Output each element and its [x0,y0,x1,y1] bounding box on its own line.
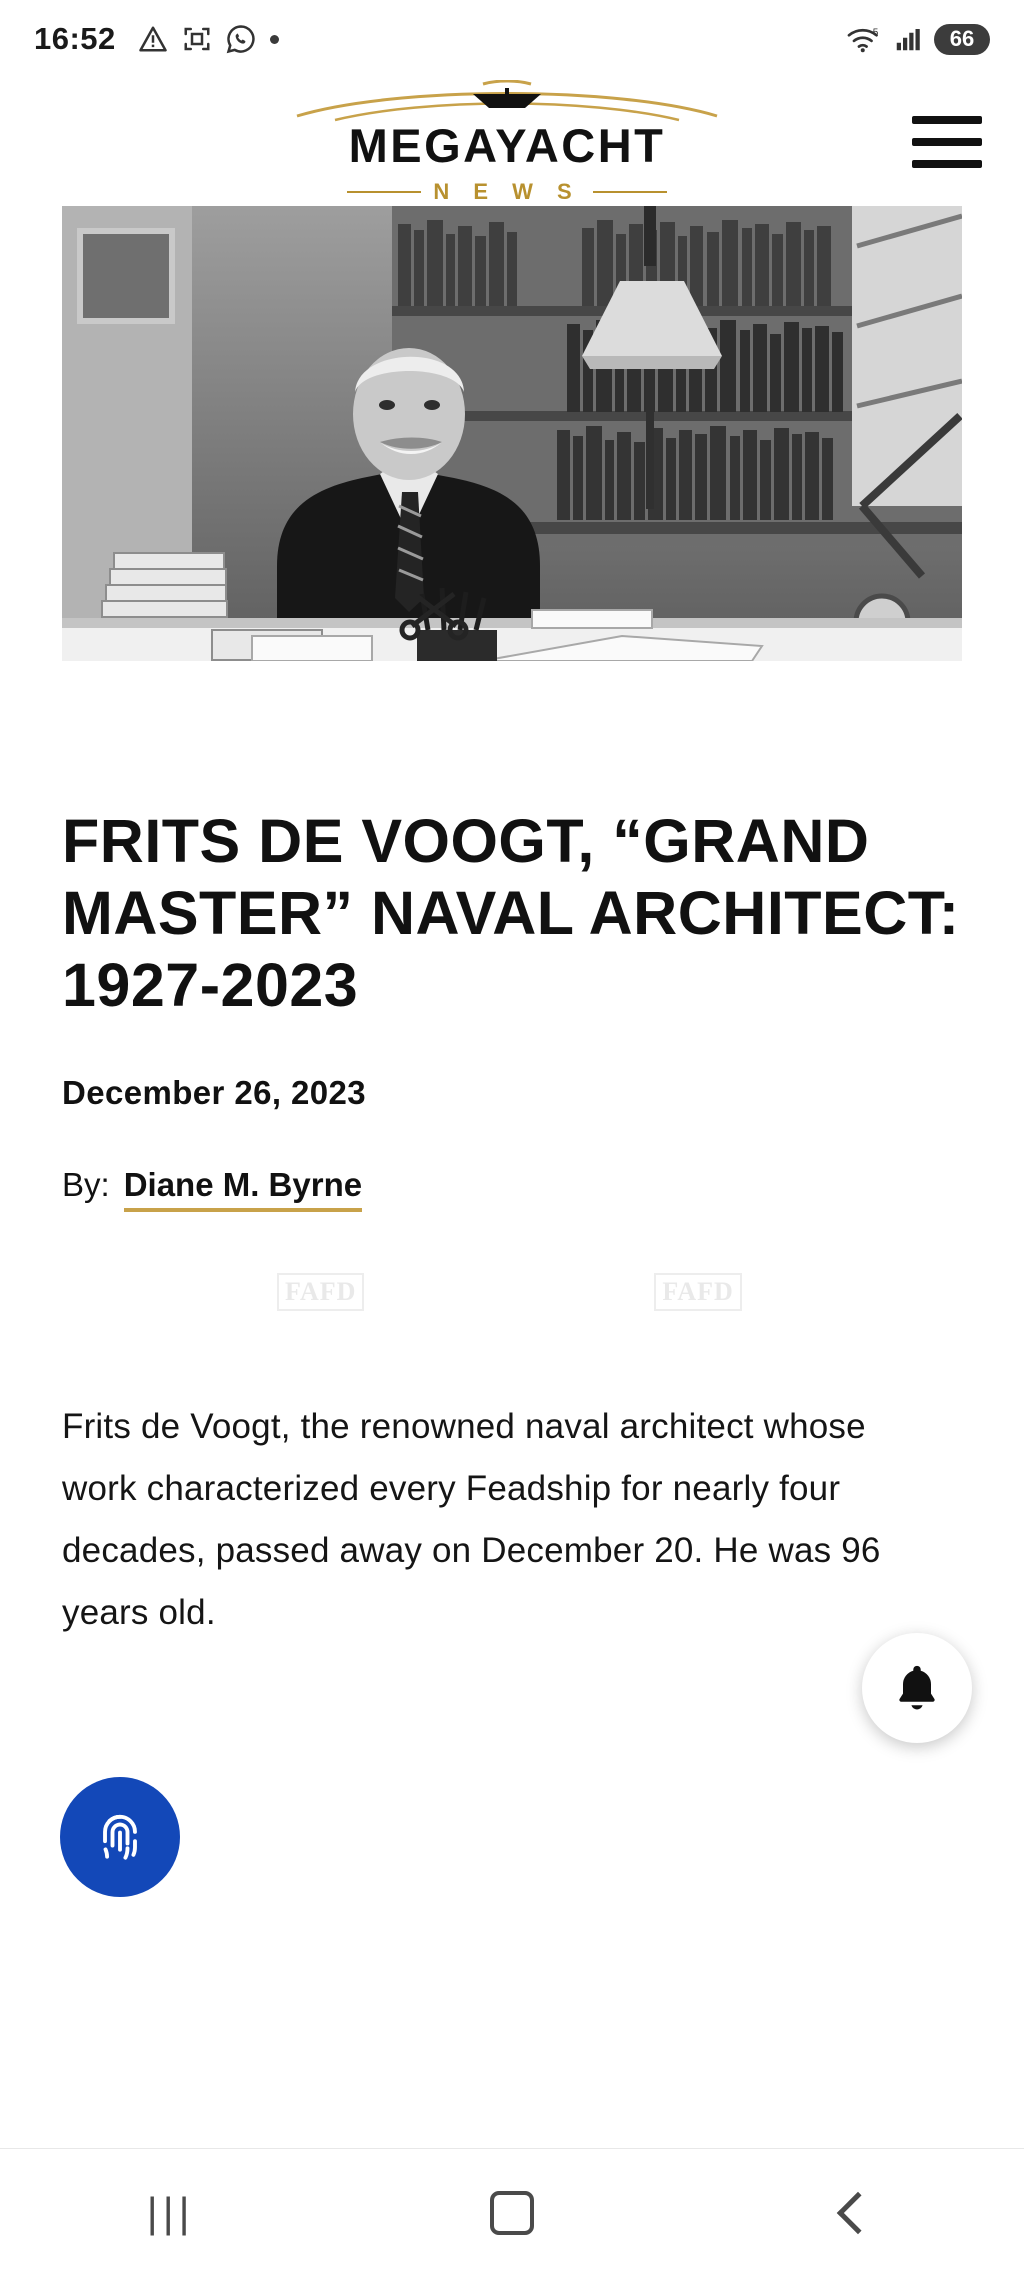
fingerprint-button[interactable] [60,1777,180,1897]
logo-wordmark: MEGAYACHT [348,118,666,172]
android-navbar [0,2148,1024,2276]
logo-rule-right [593,191,667,193]
byline-label: By: [62,1165,110,1203]
site-header [0,78,1024,206]
share-badge-1[interactable]: FAFD [277,1273,364,1311]
bell-icon [889,1659,945,1717]
svg-text:5: 5 [872,27,879,39]
home-icon [490,2191,534,2235]
home-button[interactable] [437,2149,587,2276]
share-badge-2[interactable]: FAFD [654,1273,741,1311]
status-time: 16:52 [34,21,116,56]
fingerprint-icon [89,1806,151,1868]
status-bar [0,0,1024,78]
article-body: Frits de Voogt, the renowned naval architect whose work characterized every Feadship for nearly four decades, passed away on December 20. He was 96 years old. [62,1406,881,1632]
byline [62,1166,962,1212]
back-button[interactable] [778,2149,928,2276]
share-row [62,1260,962,1324]
signal-icon [892,24,924,54]
battery-indicator: 66 [934,24,990,55]
recents-button[interactable] [96,2149,246,2276]
logo-subtitle-row [347,179,667,205]
hero-image [62,206,962,661]
logo-rule-left [347,191,421,193]
screenshot-icon [182,24,212,54]
hero-photo [62,206,962,661]
page-title: FRITS DE VOOGT, “GRAND MASTER” NAVAL ARCHITECT: 1927-2023 [62,807,960,1019]
whatsapp-icon [226,24,256,54]
article-date: December 26, 2023 [62,1073,367,1111]
recents-icon: ||| [146,2188,195,2236]
status-icons-right [846,24,990,55]
notification-bell-button[interactable] [862,1633,972,1743]
wifi-icon [846,24,882,54]
author-link[interactable]: Diane M. Byrne [124,1166,362,1212]
warning-triangle-icon [138,24,168,54]
status-icons-left [138,24,279,54]
logo-subtitle: N E W S [433,178,581,204]
yacht-swoosh-icon [287,80,727,124]
site-logo[interactable] [277,80,737,205]
back-icon [837,2191,879,2233]
dot-icon [270,35,279,44]
hamburger-menu-icon[interactable] [912,116,982,168]
article [0,806,1024,1644]
